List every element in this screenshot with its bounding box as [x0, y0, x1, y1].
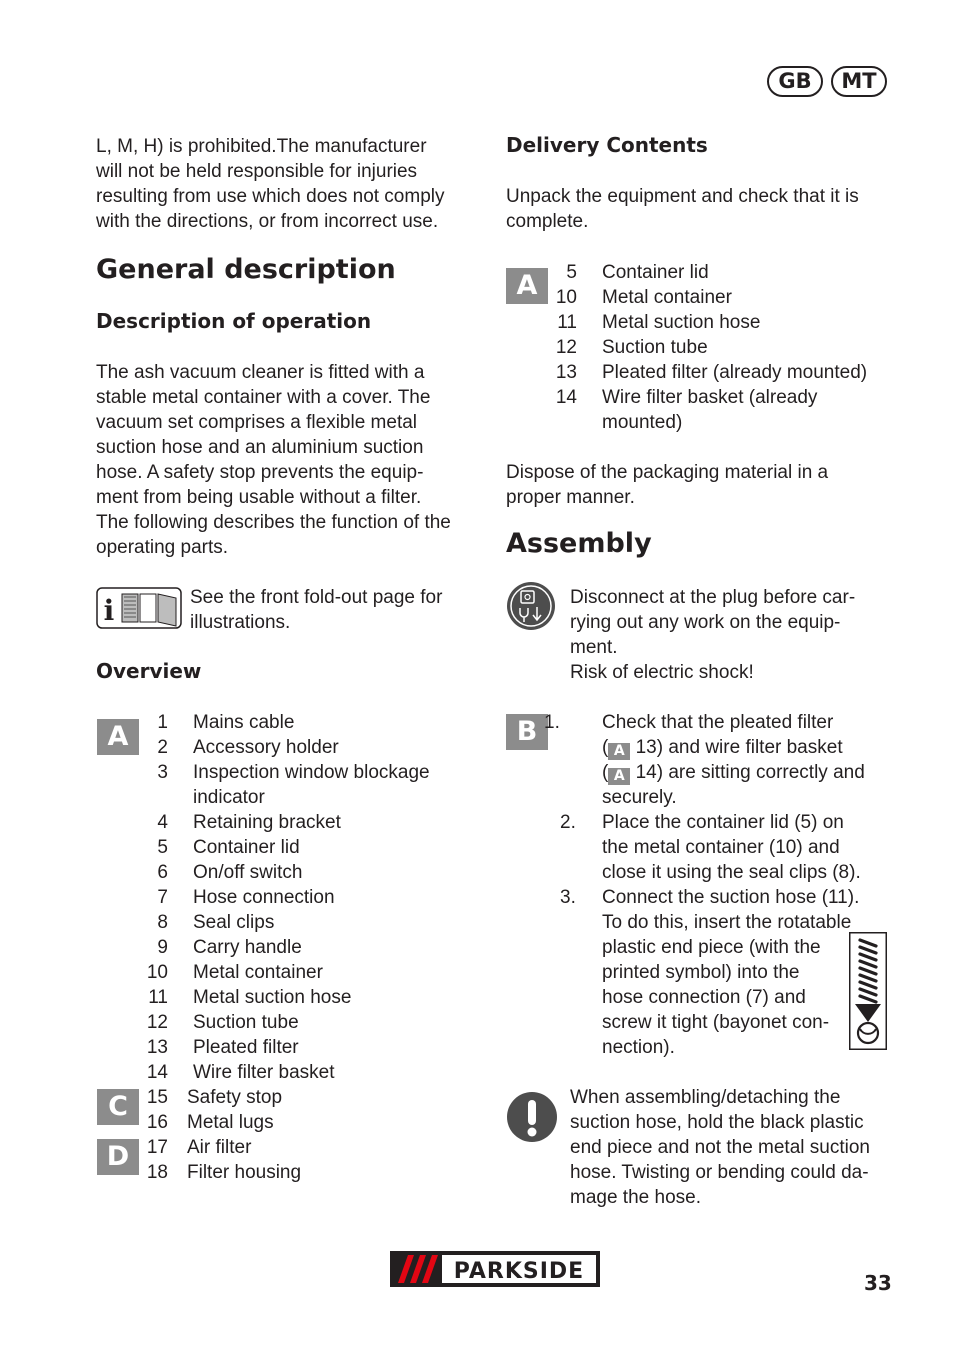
- item-label: Pleated filter: [193, 1037, 299, 1058]
- item-label: On/off switch: [193, 862, 303, 883]
- step-text: [602, 710, 865, 810]
- item-number: 13: [146, 1037, 168, 1058]
- item-number: 8: [157, 912, 168, 933]
- item-number: 16: [146, 1112, 168, 1133]
- item-number: 2: [157, 737, 168, 758]
- step-line: the metal container (10) and: [602, 837, 840, 858]
- intro-line: resulting from use which does not comply: [96, 186, 445, 207]
- description-of-operation-heading: Description of operation: [96, 309, 372, 333]
- desc-line: stable metal container with a cover. The: [96, 387, 431, 408]
- item-number: 7: [157, 887, 168, 908]
- step-number: 3.: [560, 887, 576, 908]
- item-label: indicator: [193, 787, 265, 808]
- step-text: [602, 885, 859, 1060]
- caution-line: suction hose, hold the black plastic: [570, 1112, 864, 1133]
- item-number: 14: [555, 387, 577, 408]
- step-line: Check that the pleated filter: [602, 712, 834, 733]
- intro-line: will not be held responsible for injuries: [96, 161, 418, 182]
- brand-name: PARKSIDE: [453, 1259, 585, 1284]
- step-number: 1.: [544, 712, 560, 733]
- item-number: 9: [157, 937, 168, 958]
- caution-line: When assembling/detaching the: [570, 1087, 841, 1108]
- hose-symbol-icon: [849, 932, 887, 1050]
- item-number: 14: [146, 1062, 168, 1083]
- figure-badge-a: A: [97, 719, 139, 755]
- info-icon: [96, 587, 182, 629]
- caution-line: mage the hose.: [570, 1187, 701, 1208]
- info-note: [190, 585, 442, 635]
- item-label: Metal container: [602, 287, 732, 308]
- step-line: close it using the seal clips (8).: [602, 862, 861, 883]
- item-label: Suction tube: [602, 337, 708, 358]
- figure-badge-b: B: [506, 714, 548, 750]
- desc-line: ment from being usable without a filter.: [96, 487, 422, 508]
- item-label: Wire filter basket (already: [602, 387, 818, 408]
- item-label: Accessory holder: [193, 737, 339, 758]
- parkside-logo: [390, 1251, 600, 1287]
- step-line: printed symbol) into the: [602, 962, 800, 983]
- step-line: To do this, insert the rotatable: [602, 912, 852, 933]
- step-line-ref: 14) are sitting correctly and: [635, 762, 865, 783]
- figure-ref-badge-a: A: [608, 768, 630, 785]
- item-label: Mains cable: [193, 712, 295, 733]
- step-number: 2.: [560, 812, 576, 833]
- description-paragraph: [96, 360, 451, 560]
- item-label: Hose connection: [193, 887, 335, 908]
- warning-line: Risk of electric shock!: [570, 662, 754, 683]
- desc-line: The following describes the function of the: [96, 512, 451, 533]
- desc-line: vacuum set comprises a flexible metal: [96, 412, 418, 433]
- step-line: Place the container lid (5) on: [602, 812, 844, 833]
- desc-line: hose. A safety stop prevents the equip-: [96, 462, 424, 483]
- delivery-intro: [506, 184, 859, 234]
- item-label: Metal container: [193, 962, 323, 983]
- item-label: Metal suction hose: [602, 312, 761, 333]
- delivery-intro-line: complete.: [506, 211, 589, 232]
- page-number: 33: [864, 1271, 892, 1295]
- lang-badge-mt: MT: [831, 66, 887, 97]
- item-label: Wire filter basket: [193, 1062, 335, 1083]
- item-label: Retaining bracket: [193, 812, 341, 833]
- intro-line: with the directions, or from incorrect use.: [96, 211, 439, 232]
- item-label: Seal clips: [193, 912, 275, 933]
- intro-paragraph: [96, 134, 445, 234]
- info-note-line: illustrations.: [190, 612, 291, 633]
- item-label: Suction tube: [193, 1012, 299, 1033]
- svg-text:i: i: [103, 594, 115, 627]
- item-number: 12: [555, 337, 577, 358]
- item-label: Metal suction hose: [193, 987, 352, 1008]
- caution-text: [570, 1085, 870, 1210]
- item-number: 10: [555, 287, 577, 308]
- delivery-contents-heading: Delivery Contents: [506, 133, 708, 157]
- item-number: 6: [157, 862, 168, 883]
- item-number: 15: [146, 1087, 168, 1108]
- desc-line: suction hose and an aluminium suction: [96, 437, 424, 458]
- item-label: Safety stop: [187, 1087, 283, 1108]
- warning-line: rying out any work on the equip-: [570, 612, 841, 633]
- figure-badge-c: C: [97, 1089, 139, 1125]
- step-line: ( A 13) and wire filter basket: [602, 737, 843, 759]
- item-label: Inspection window blockage: [193, 762, 430, 783]
- item-number: 11: [557, 312, 577, 333]
- plug-warning-icon: [506, 581, 556, 631]
- item-label: Pleated filter (already mounted): [602, 362, 868, 383]
- figure-badge-d: D: [97, 1139, 139, 1175]
- delivery-intro-line: Unpack the equipment and check that it is: [506, 186, 859, 207]
- step-line: nection).: [602, 1037, 675, 1058]
- item-label: Air filter: [187, 1137, 252, 1158]
- desc-line: operating parts.: [96, 537, 229, 558]
- item-number: 17: [146, 1137, 168, 1158]
- step-line: Connect the suction hose (11).: [602, 887, 860, 908]
- item-number: 11: [148, 987, 168, 1008]
- step-text: [602, 810, 861, 885]
- warning-line: Disconnect at the plug before car-: [570, 587, 856, 608]
- assembly-heading: Assembly: [506, 528, 652, 559]
- figure-ref-badge-a: A: [608, 743, 630, 760]
- item-number: 5: [566, 262, 577, 283]
- step-line: plastic end piece (with the: [602, 937, 821, 958]
- item-label: mounted): [602, 412, 683, 433]
- item-number: 4: [157, 812, 168, 833]
- intro-line: L, M, H) is prohibited.The manufacturer: [96, 136, 427, 157]
- item-label: Container lid: [193, 837, 300, 858]
- item-number: 12: [146, 1012, 168, 1033]
- plug-warning-text: [570, 585, 855, 685]
- dispose-line: Dispose of the packaging material in a: [506, 462, 829, 483]
- overview-heading: Overview: [96, 659, 202, 683]
- exclamation-icon: [506, 1091, 558, 1143]
- step-line: securely.: [602, 787, 677, 808]
- step-line: hose connection (7) and: [602, 987, 806, 1008]
- desc-line: The ash vacuum cleaner is fitted with a: [96, 362, 425, 383]
- item-number: 1: [157, 712, 168, 733]
- dispose-line: proper manner.: [506, 487, 635, 508]
- item-number: 3: [157, 762, 168, 783]
- dispose-paragraph: [506, 460, 828, 510]
- item-number: 10: [146, 962, 168, 983]
- item-number: 18: [146, 1162, 168, 1183]
- item-number: 13: [555, 362, 577, 383]
- lang-badge-gb: GB: [767, 66, 823, 97]
- item-label: Filter housing: [187, 1162, 302, 1183]
- item-number: 5: [157, 837, 168, 858]
- caution-line: hose. Twisting or bending could da-: [570, 1162, 869, 1183]
- step-line: ( A 14) are sitting correctly and: [602, 762, 865, 784]
- item-label: Container lid: [602, 262, 709, 283]
- step-line-ref: 13) and wire filter basket: [635, 737, 843, 758]
- step-line: screw it tight (bayonet con-: [602, 1012, 830, 1033]
- warning-line: ment.: [570, 637, 618, 658]
- caution-line: end piece and not the metal suction: [570, 1137, 870, 1158]
- general-description-heading: General description: [96, 254, 396, 285]
- figure-badge-a: A: [506, 268, 548, 304]
- item-label: Metal lugs: [187, 1112, 274, 1133]
- info-note-line: See the front fold-out page for: [190, 587, 443, 608]
- item-label: Carry handle: [193, 937, 302, 958]
